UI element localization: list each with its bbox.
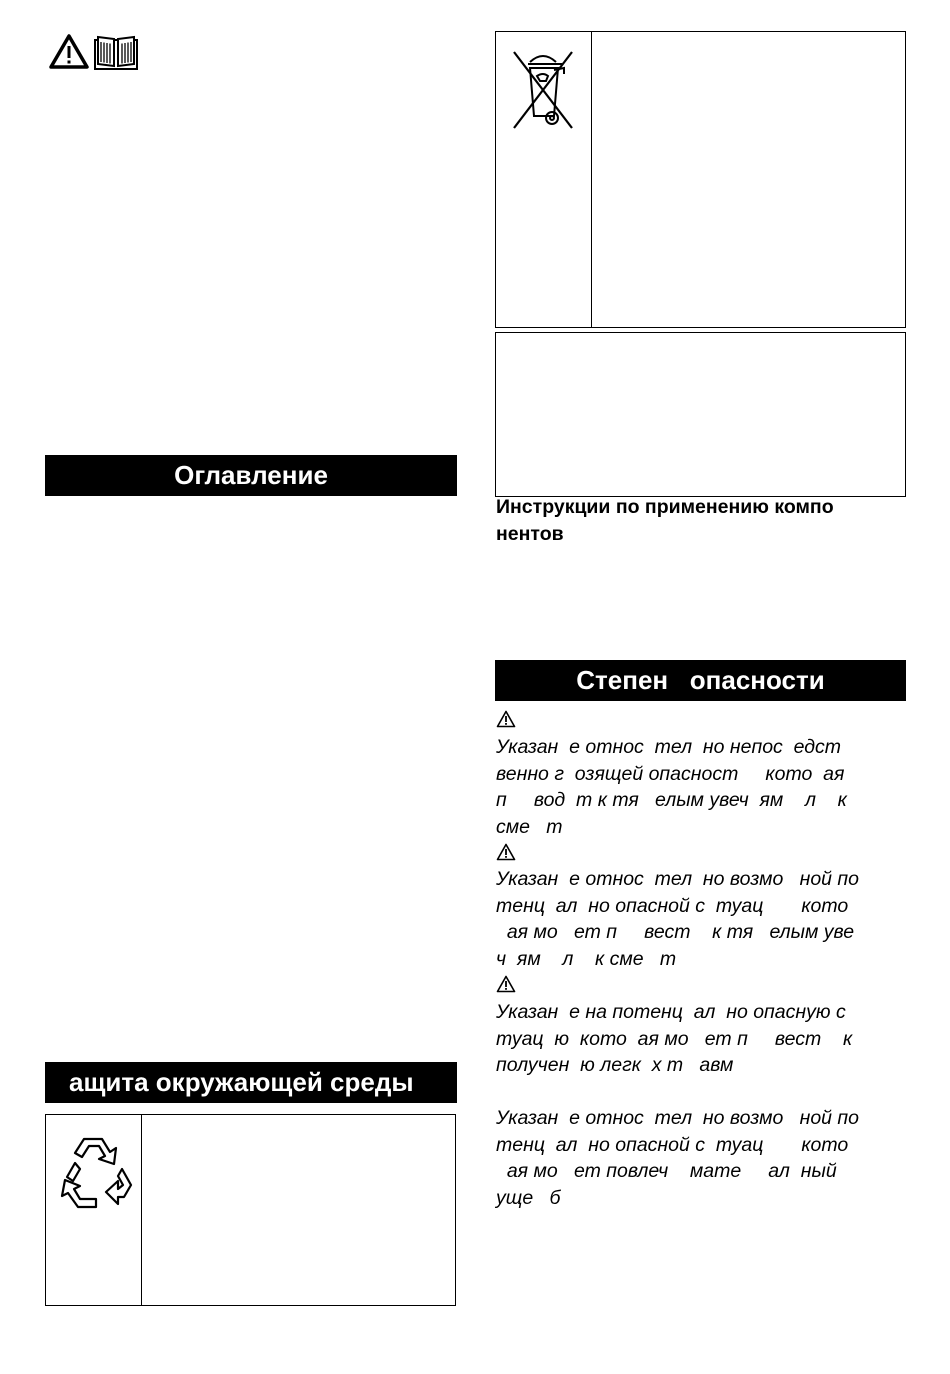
environment-heading-text: ащита окружающей среды (69, 1067, 414, 1097)
open-book-icon (92, 33, 140, 71)
crossed-out-wheelie-bin-icon (510, 48, 576, 132)
severity-2-line-2: тенц ал но опасной с туац кото (496, 894, 849, 917)
severity-3-line-2: туац ю кото ая мо ет п вест к (496, 1027, 853, 1050)
severity-2-line-3: ая мо ет п вест к тя елым уве (496, 921, 855, 943)
components-heading-line-2: нентов (496, 523, 564, 545)
severity-1-line-4: сме т (496, 815, 563, 838)
contents-heading (45, 455, 457, 496)
severity-4-line-4: уще б (496, 1186, 561, 1209)
warning-triangle-icon (496, 843, 516, 861)
warning-triangle-icon (48, 33, 90, 71)
severity-4-line-1: Указан е относ тел но возмо ной по (496, 1107, 860, 1129)
severity-1-line-1: Указан е относ тел но непос едст (496, 736, 842, 758)
components-heading-line-1: Инструкции по применению компо (496, 496, 834, 518)
notice-box (495, 332, 906, 497)
severity-3-line-3: получен ю легк х т авм (496, 1054, 734, 1076)
severity-2-line-4: ч ям л к сме т (496, 947, 677, 970)
warning-triangle-icon (496, 710, 516, 728)
components-heading (496, 494, 916, 548)
severity-4-line-2: тенц ал но опасной с туац кото (496, 1133, 849, 1156)
header-icons (48, 33, 140, 73)
environment-box (45, 1114, 456, 1306)
severity-list (496, 706, 916, 1226)
severity-4-line-3: ая мо ет повлеч мате ал ный (496, 1160, 837, 1182)
environment-heading (45, 1062, 457, 1103)
severity-1-line-3: п вод т к тя елым увеч ям л к (496, 789, 847, 811)
contents-heading-text: Оглавление (174, 460, 328, 490)
severity-3-line-1: Указан е на потенц ал но опасную с (496, 1001, 846, 1023)
disposal-box (495, 31, 906, 328)
severity-1-line-2: венно г озящей опасност кото ая (496, 762, 845, 785)
warning-triangle-icon (496, 975, 516, 993)
recycling-icon (56, 1133, 136, 1213)
severity-2-line-1: Указан е относ тел но возмо ной по (496, 868, 860, 890)
danger-levels-heading (495, 660, 906, 701)
danger-levels-heading-text: Степен опасности (576, 665, 825, 695)
